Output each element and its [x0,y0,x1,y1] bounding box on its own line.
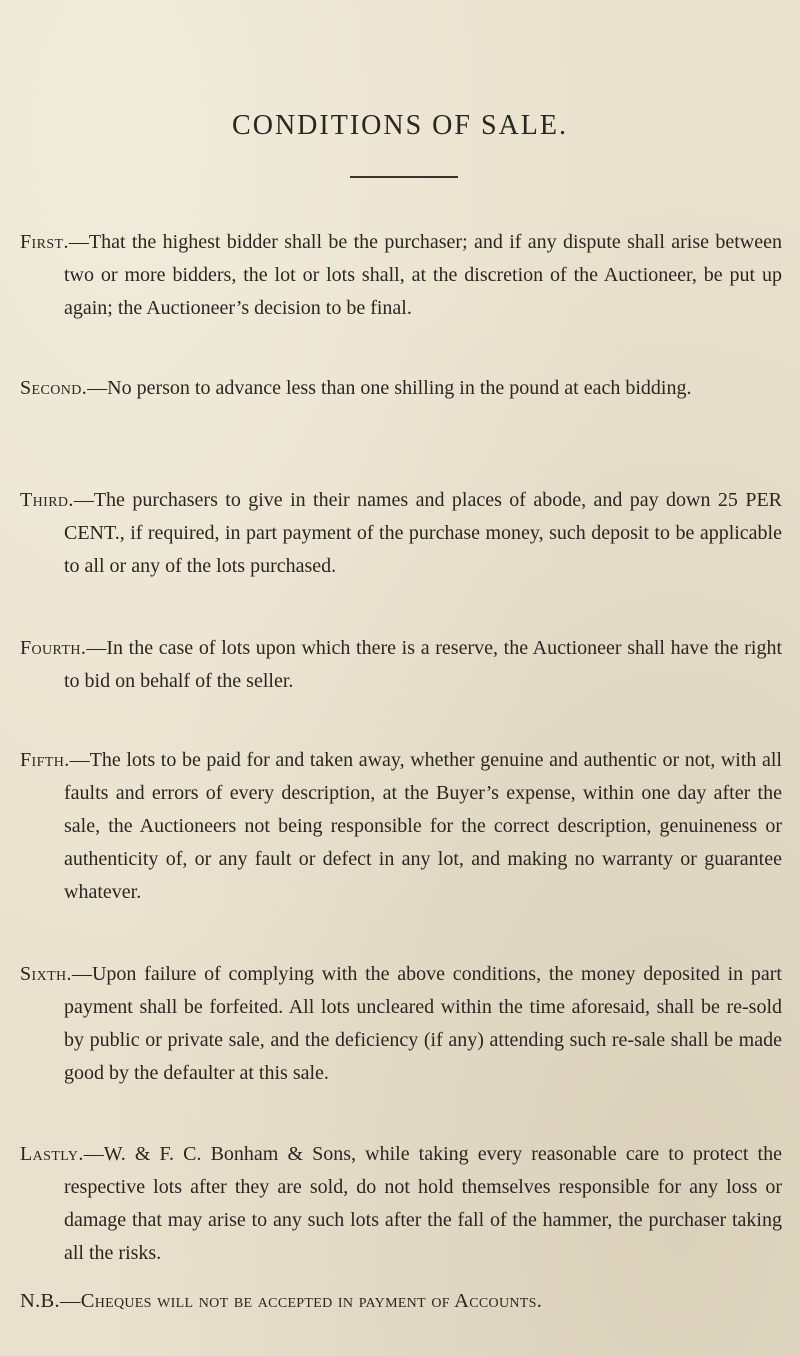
condition-text: —No person to advance less than one shilling in the pound at each bidding. [87,377,692,399]
condition-lead: Fifth. [20,749,70,771]
condition-lead: First. [20,231,69,253]
condition-third [20,484,782,583]
condition-lastly [20,1138,782,1270]
nb-note [20,1290,790,1313]
condition-lead: Sixth. [20,963,72,985]
condition-sixth [20,958,782,1090]
condition-text: —In the case of lots upon which there is a reserve, the Auctioneer shall have the right to bid on behalf of the seller. [64,637,782,692]
page-title: CONDITIONS OF SALE. [232,110,568,141]
nb-lead: N.B. [20,1290,60,1312]
condition-lead: Second. [20,377,88,399]
condition-fourth [20,632,782,698]
condition-text: —The lots to be paid for and taken away, whether genuine and authentic or not, with all faults and errors of every description, at the Buyer’s expense, within one day after the sale, the Auctioneers not being responsible for the correct description, genuineness or authenticity of, or any fault or defect in any lot, and making no warranty or guarantee whatever. [64,749,782,903]
condition-first [20,226,782,325]
condition-lead: Fourth. [20,637,87,659]
condition-text: —The purchasers to give in their names and places of abode, and pay down 25 PER CENT., if required, in part payment of the purchase money, such deposit to be applicable to all or any of the lots purchased. [64,489,782,577]
condition-text: —W. & F. C. Bonham & Sons, while taking every reasonable care to protect the respective lots after they are sold, do not hold themselves responsible for any loss or damage that may arise to any such lots after the fall of the hammer, the purchaser taking all the risks. [64,1143,782,1264]
nb-text: —Cheques will not be accepted in payment of Accounts. [59,1290,543,1312]
condition-second [20,372,782,405]
condition-text: —Upon failure of complying with the above conditions, the money deposited in part payment shall be forfeited. All lots uncleared within the time aforesaid, shall be re-sold by public or private sale, and the deficiency (if any) attending such re-sale shall be made good by the defaulter at this sale. [64,963,782,1084]
condition-fifth [20,744,782,909]
condition-text: —That the highest bidder shall be the purchaser; and if any dispute shall arise between two or more bidders, the lot or lots shall, at the discretion of the Auctioneer, be put up again; the Auctioneer’s decision to be final. [64,231,782,319]
title-rule [350,176,458,178]
condition-lead: Third. [20,489,74,511]
condition-lead: Lastly. [20,1143,84,1165]
